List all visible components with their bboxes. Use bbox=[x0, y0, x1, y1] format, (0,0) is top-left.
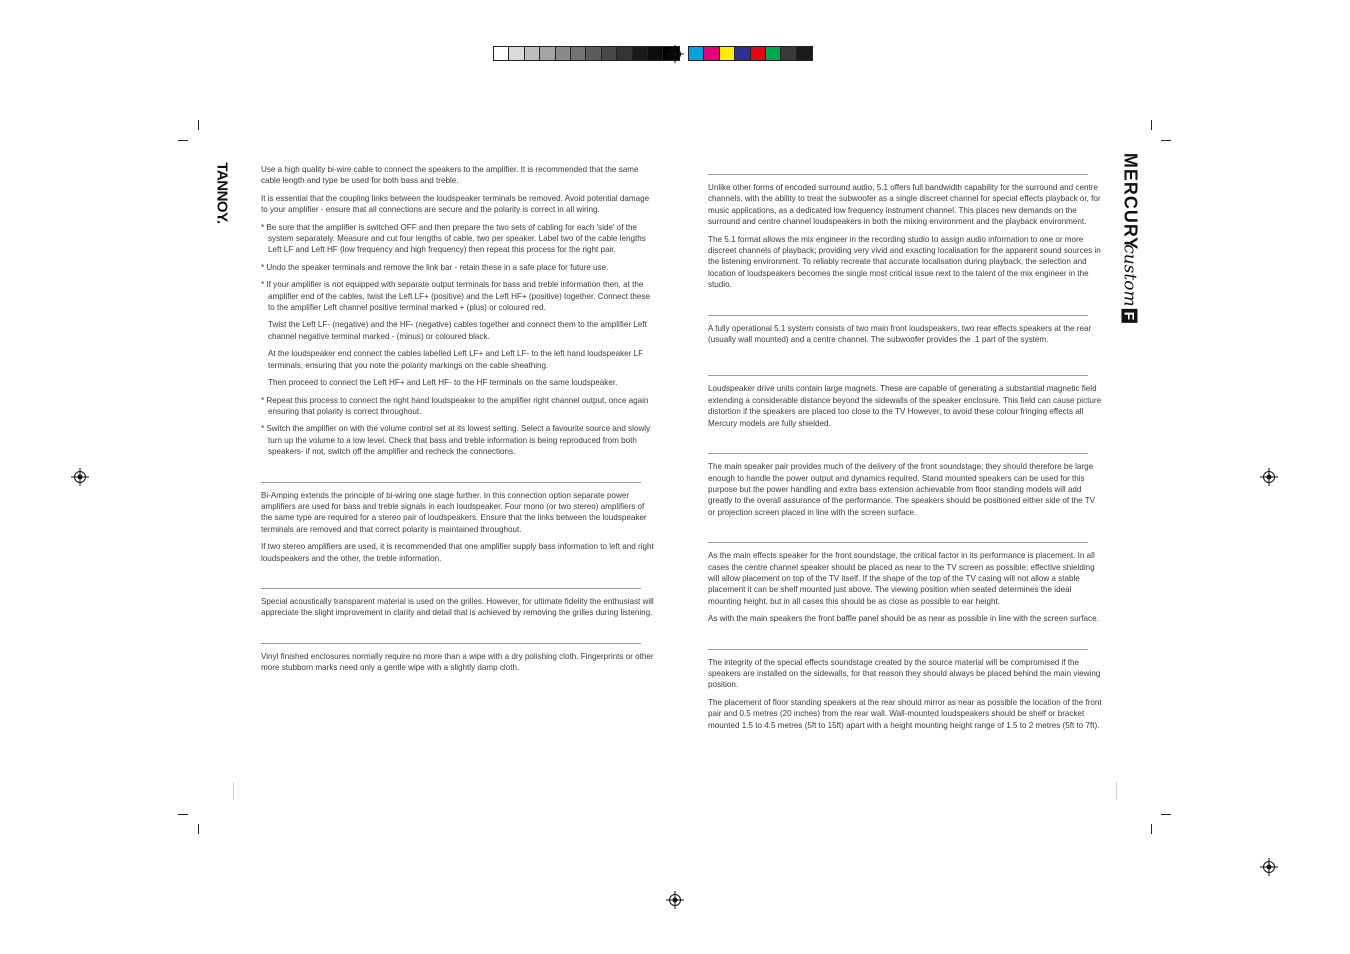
registration-mark-icon bbox=[666, 891, 684, 909]
bullet-item: * Undo the speaker terminals and remove the link bar - retain these in a safe place for future use. bbox=[261, 262, 609, 272]
process-color-bar bbox=[688, 46, 813, 61]
color-swatch bbox=[735, 47, 750, 60]
section-divider bbox=[261, 482, 641, 483]
left-text-column bbox=[261, 164, 656, 680]
registration-mark-icon bbox=[71, 468, 89, 486]
color-swatch bbox=[509, 47, 524, 60]
registration-mark-icon bbox=[1260, 468, 1278, 486]
section-divider bbox=[261, 643, 641, 644]
crop-mark bbox=[178, 140, 188, 141]
crop-mark bbox=[198, 120, 199, 130]
bullet-item: * If your amplifier is not equipped with separate output terminals for bass and treble information then, at the amplifier end of the cables, twist the Left LF+ (positive) and the Left HF+ (positive) together. Connect these to the amplifier Left channel positive terminal marked + (plus) or coloured red. bbox=[261, 280, 650, 313]
grayscale-color-bar bbox=[493, 46, 680, 61]
color-swatch bbox=[617, 47, 632, 60]
right-text-column bbox=[708, 174, 1103, 737]
crop-mark bbox=[1161, 140, 1171, 141]
crop-mark bbox=[178, 814, 188, 815]
color-swatch bbox=[781, 47, 796, 60]
color-swatch bbox=[556, 47, 571, 60]
section-divider bbox=[708, 542, 1088, 543]
custom-logo-word: custom bbox=[1120, 244, 1140, 307]
color-swatch bbox=[494, 47, 509, 60]
color-swatch bbox=[525, 47, 540, 60]
paragraph: Unlike other forms of encoded surround audio, 5.1 offers full bandwidth capability for the surround and centre channels, with the ability to treat the subwoofer as a single discreet channel for special effects playback or, for music applications, as a dedicated low frequency instrument channel. This places new demands on the surround and centre channel loudspeakers in both the mixing environment and the playback environment. bbox=[708, 183, 1101, 227]
paragraph: The main speaker pair provides much of the delivery of the front soundstage; they should therefore be large enough to handle the power output and dynamics required. Stand mounted speakers can be used for this purpose but the power handling and extra bass extension achievable from floor standing models will add greatly to the overall assurance of the performance. The speakers should be positioned either side of the TV or projection screen placed in line with the screen surface. bbox=[708, 462, 1096, 517]
color-swatch bbox=[540, 47, 555, 60]
color-swatch bbox=[704, 47, 719, 60]
paragraph: If two stereo amplifiers are used, it is recommended that one amplifier supply bass information to left and right loudspeakers and the other, the treble information. bbox=[261, 542, 654, 563]
indented-paragraph: Twist the Left LF- (negative) and the HF- (negative) cables together and connect them to the amplifier Left channel negative terminal marked - (minus) or coloured black. bbox=[268, 320, 647, 341]
color-swatch bbox=[689, 47, 704, 60]
registration-mark-icon bbox=[666, 45, 684, 63]
paragraph: The integrity of the special effects soundstage created by the source material will be compromised if the speakers are installed on the sidewalls, for that reason they should always be placed behind the main viewing position. bbox=[708, 657, 1101, 690]
color-swatch bbox=[797, 47, 812, 60]
section-divider bbox=[708, 649, 1088, 650]
color-swatch bbox=[586, 47, 601, 60]
section-divider bbox=[708, 174, 1088, 175]
paragraph: The placement of floor standing speakers at the rear should mirror as near as possible the location of the front pair and 0.5 metres (20 inches) from the rear wall. Wall-mounted loudspeakers should be shelf or bracket mounted 1.5 to 4.5 metres (5ft to 15ft) apart with a height mounting height range of 1.5 to 2 metres (5ft to 7ft). bbox=[708, 697, 1102, 730]
paragraph: Bi-Amping extends the principle of bi-wiring one stage further. In this connection option separate power amplifiers are used for bass and treble signals in each loudspeaker. Four mono (or two stereo) amplifiers of the same type are required for a stereo pair of loudspeakers. Ensure that the links between the loudspeaker terminals are removed and that correct polarity is maintained throughout. bbox=[261, 490, 647, 534]
color-swatch bbox=[766, 47, 781, 60]
paragraph: Loudspeaker drive units contain large magnets. These are capable of generating a substantial magnetic field extending a considerable distance beyond the sidewalls of the speaker enclosure. This field can cause picture distortion if the speakers are placed too close to the TV However, to avoid these colour fringing effects all Mercury models are fully shielded. bbox=[708, 384, 1102, 428]
bullet-item: * Be sure that the amplifier is switched OFF and then prepare the two sets of cabling for each 'side' of the system separately. Measure and cut four lengths of cable, two per speaker. Label two of the cable lengths Left LF and Left HF (low frequency and high frequency) then repeat this process for the right pair. bbox=[261, 222, 646, 255]
mercury-custom-logo bbox=[1120, 153, 1141, 323]
section-divider bbox=[708, 375, 1088, 376]
color-swatch bbox=[571, 47, 586, 60]
color-swatch bbox=[633, 47, 648, 60]
paragraph: As the main effects speaker for the front soundstage, the critical factor in its performance is placement. In all cases the centre channel speaker should be placed as near to the TV screen as possible; effective shielding will allow placement on top of the TV itself. If the shape of the top of the TV casing will not allow a stable placement it can be shelf mounted just above. The viewing position when seated determines the ideal mounting height, but in all cases this should be as close as possible to ear height. bbox=[708, 551, 1095, 606]
paragraph: As with the main speakers the front baffle panel should be as near as possible in line with the screen surface. bbox=[708, 614, 1099, 624]
crop-mark bbox=[198, 824, 199, 834]
paragraph: The 5.1 format allows the mix engineer in the recording studio to assign audio information to one or more discreet channels of playback; providing very vivid and exacting localisation for the apparent sound sources in the listening environment. To reliably recreate that accurate localisation during playback, the selection and location of loudspeakers becomes the single most critical issue next to the talent of the mix engineer in the studio. bbox=[708, 234, 1101, 290]
paragraph: Use a high quality bi-wire cable to connect the speakers to the amplifier. It is recommended that the same cable length and type be used for both bass and treble. bbox=[261, 165, 639, 186]
bullet-item: * Switch the amplifier on with the volume control set at its lowest setting. Select a favourite source and slowly turn up the volume to a low level. Check that bass and treble information is being reproduced from both speakers- if not, switch off the amplifier and recheck the connections. bbox=[261, 424, 651, 457]
indented-paragraph: Then proceed to connect the Left HF+ and Left HF- to the HF terminals on the same loudspeaker. bbox=[268, 378, 618, 388]
color-swatch bbox=[648, 47, 663, 60]
color-swatch bbox=[720, 47, 735, 60]
crop-mark bbox=[1151, 120, 1152, 130]
paragraph: Special acoustically transparent material is used on the grilles. However, for ultimate fidelity the enthusiast will appreciate the slight improvement in clarity and detail that is achieved by removing the grilles during listening. bbox=[261, 596, 654, 618]
indented-paragraph: At the loudspeaker end connect the cables labelled Left LF+ and Left LF- to the left hand loudspeaker LF terminals, ensuring that you note the polarity markings on the cable sheathing. bbox=[268, 349, 644, 370]
registration-mark-icon bbox=[1260, 858, 1278, 876]
section-divider bbox=[708, 453, 1088, 454]
color-swatch bbox=[751, 47, 766, 60]
trim-line bbox=[1116, 782, 1117, 800]
color-swatch bbox=[602, 47, 617, 60]
crop-mark bbox=[1151, 824, 1152, 834]
f-logo-badge: F bbox=[1122, 309, 1138, 324]
section-divider bbox=[261, 588, 641, 589]
section-divider bbox=[708, 315, 1088, 316]
paragraph: It is essential that the coupling links between the loudspeaker terminals be removed. Avoid potential damage to your amplifier - ensure that all connections are secure and the polarity is correct in all wiring. bbox=[261, 193, 650, 215]
tannoy-logo: TANNOY. bbox=[213, 162, 231, 224]
bullet-item: * Repeat this process to connect the right hand loudspeaker to the amplifier right channel output, once again ensuring that polarity is correct throughout. bbox=[261, 395, 649, 416]
mercury-logo-word: MERCURY bbox=[1120, 152, 1141, 251]
paragraph: A fully operational 5.1 system consists of two main front loudspeakers, two rear effects speakers at the rear (usually wall mounted) and a centre channel. The subwoofer provides the .1 part of the system. bbox=[708, 323, 1092, 345]
trim-line bbox=[233, 782, 234, 800]
crop-mark bbox=[1161, 814, 1171, 815]
paragraph: Vinyl finished enclosures normally require no more than a wipe with a dry polishing cloth. Fingerprints or other more stubborn marks need only a gentle wipe with a slightly damp cloth. bbox=[261, 651, 654, 673]
